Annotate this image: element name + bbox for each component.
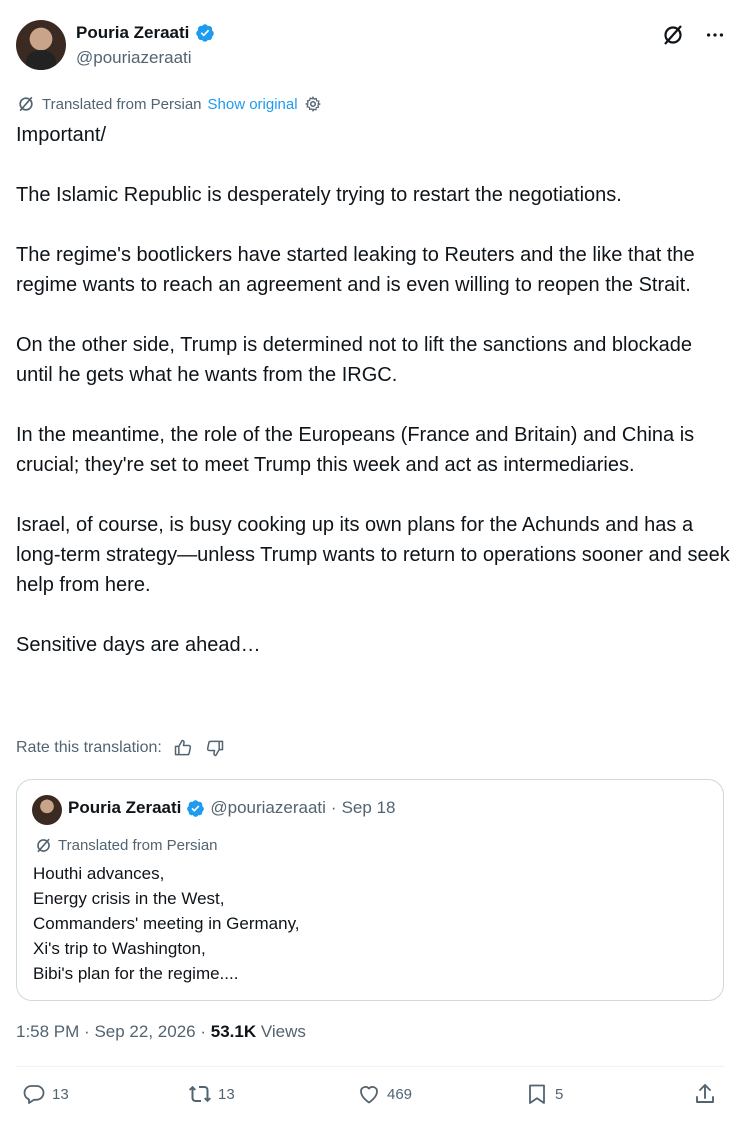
views-label: Views <box>260 1022 306 1041</box>
author-handle[interactable]: @pouriazeraati <box>76 48 192 67</box>
quote-line: Commanders' meeting in Germany, <box>33 914 300 933</box>
like-count: 469 <box>387 1085 413 1103</box>
tweet-header <box>16 20 728 72</box>
quote-line: Xi's trip to Washington, <box>33 939 206 958</box>
thumbs-up-icon[interactable] <box>172 737 194 759</box>
repost-icon <box>188 1082 212 1106</box>
like-icon <box>357 1082 381 1106</box>
show-original-link[interactable]: Show original <box>207 95 298 113</box>
tweet-paragraph: Sensitive days are ahead… <box>16 634 261 656</box>
verified-badge-icon[interactable] <box>195 23 215 43</box>
reply-icon <box>22 1082 46 1106</box>
repost-count: 13 <box>218 1085 235 1103</box>
translate-icon <box>34 836 53 855</box>
quote-translation-bar <box>34 836 218 855</box>
verified-badge-icon <box>186 799 205 818</box>
bookmark-icon <box>525 1082 549 1106</box>
meta-separator: · <box>200 1022 207 1041</box>
repost-button[interactable] <box>188 1082 235 1106</box>
quote-date: Sep 18 <box>341 798 396 817</box>
translated-label: Translated from Persian <box>42 95 202 113</box>
quote-line: Bibi's plan for the regime.... <box>33 964 239 983</box>
thumbs-down-icon[interactable] <box>204 737 226 759</box>
translate-icon <box>16 94 36 114</box>
tweet-paragraph: On the other side, Trump is determined not to lift the sanctions and blockade until he gets what he wants from the IRGC. <box>16 334 692 386</box>
grok-icon[interactable] <box>660 22 686 48</box>
tweet-paragraph: Important/ <box>16 124 107 146</box>
tweet-meta <box>16 1022 306 1042</box>
tweet-paragraph: The regime's bootlickers have started leaking to Reuters and the like that the regime wants to reach an agreement and is even willing to reopen the Strait. <box>16 244 695 296</box>
quote-line: Energy crisis in the West, <box>33 889 225 908</box>
quote-header <box>68 798 395 818</box>
bookmark-button[interactable] <box>525 1082 563 1106</box>
share-icon <box>693 1082 717 1106</box>
rate-label: Rate this translation: <box>16 739 162 756</box>
quote-line: Houthi advances, <box>33 864 165 883</box>
author-avatar[interactable] <box>16 20 66 70</box>
top-actions <box>660 22 728 48</box>
tweet-paragraph: Israel, of course, is busy cooking up its own plans for the Achunds and has a long-term strategy—unless Trump wants to return to operations sooner and seek help from here. <box>16 514 730 596</box>
author-name-row <box>76 23 215 43</box>
quote-avatar <box>32 795 62 825</box>
tweet-time[interactable]: 1:58 PM <box>16 1022 80 1041</box>
more-icon[interactable] <box>702 22 728 48</box>
quote-text <box>33 861 300 986</box>
quote-author-handle: @pouriazeraati <box>210 798 326 817</box>
quoted-tweet[interactable] <box>16 779 724 1001</box>
quote-translated-label: Translated from Persian <box>58 837 218 854</box>
quote-separator: · <box>330 798 337 817</box>
tweet-paragraph: The Islamic Republic is desperately trying to restart the negotiations. <box>16 184 622 206</box>
views-count: 53.1K <box>210 1022 257 1041</box>
settings-icon[interactable] <box>304 95 322 113</box>
reply-count: 13 <box>52 1085 69 1103</box>
like-button[interactable] <box>357 1082 412 1106</box>
bookmark-count: 5 <box>555 1085 564 1103</box>
tweet-paragraph: In the meantime, the role of the Europeans (France and Britain) and China is crucial; they're set to meet Trump this week and act as intermediaries. <box>16 424 695 476</box>
rate-translation <box>16 737 226 759</box>
action-bar <box>16 1082 724 1112</box>
reply-button[interactable] <box>22 1082 69 1106</box>
meta-separator: · <box>84 1022 90 1041</box>
tweet-date[interactable]: Sep 22, 2026 <box>94 1022 196 1041</box>
share-button[interactable] <box>693 1082 717 1106</box>
divider <box>16 1066 724 1067</box>
quote-author-name: Pouria Zeraati <box>68 798 182 817</box>
translation-bar <box>16 94 322 114</box>
author-name[interactable]: Pouria Zeraati <box>76 23 190 42</box>
tweet-body <box>16 120 732 660</box>
